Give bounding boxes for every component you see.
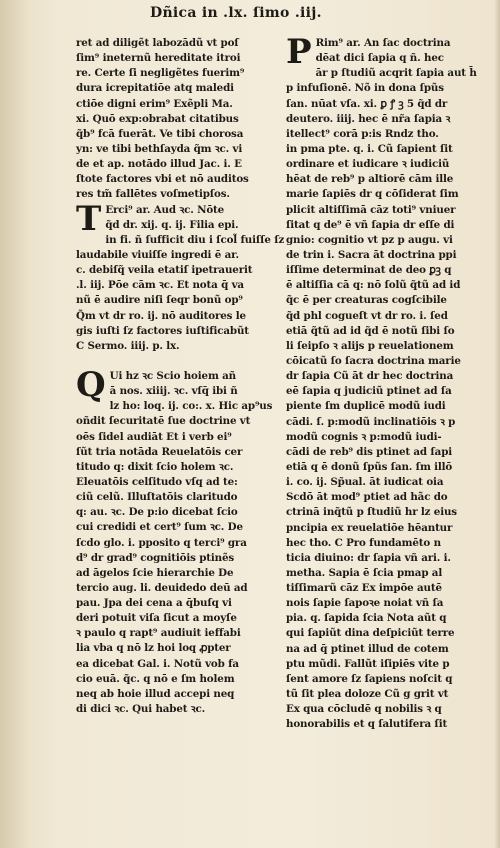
paragraph-qui-line: deri potuit viſa ſicut a moyſe bbox=[76, 612, 237, 625]
paragraph-primus-line: ſent amore ſz ſapiens noſcit q bbox=[286, 672, 453, 685]
paragraph-primus-line: metha. Sapia ē ſcia pmap al bbox=[286, 566, 443, 579]
paragraph-primus-line: li ſeipſo ꝛ alijs p reuelationem bbox=[286, 339, 454, 352]
paragraph-primus-line: gnio: cognitio vt pz p augu. vi bbox=[286, 233, 453, 246]
paragraph-primus-line: tiſſimarũ cāz Ex impōe autē bbox=[286, 582, 442, 595]
paragraph-primus-line: marie ſapiēs dr q cōſiderat ſim bbox=[286, 188, 459, 201]
paragraph-primus-line: in pma pte. q. i. Cũ ſapient ſit bbox=[286, 142, 453, 155]
paragraph-primus-line: ptu mũdi. Fallũt iſipiēs vite p bbox=[286, 657, 450, 670]
page-margin-shade bbox=[0, 0, 30, 848]
paragraph-qui-line: ſcdo glo. i. pposito q terci⁹ gra bbox=[76, 536, 247, 549]
paragraph-tercius-line: .l. iij. Pōe cām ꝛc. Et nota q̄ va bbox=[76, 279, 244, 292]
left-column bbox=[76, 36, 285, 717]
paragraph-primus-line: Scdō āt mod⁹ ptiet ad hãc do bbox=[286, 491, 448, 504]
paragraph-primus-line: iſſime determinat de deo ꝑꝫ q bbox=[286, 264, 452, 277]
paragraph-primus-line: tũ ſit plea doloze Cũ g grit vt bbox=[286, 688, 449, 701]
paragraph-primus-line: ctrinā inq̃tũ p ſtudiũ hr lz eius bbox=[286, 506, 457, 519]
paragraph-qui-line: ciũ celũ. Illuſtatōis claritudo bbox=[76, 491, 238, 504]
paragraph-primus-line: Rim⁹ ar. An ſac doctrina bbox=[315, 37, 451, 49]
paragraph-qui-line: di dici ꝛc. Qui habet ꝛc. bbox=[76, 703, 206, 716]
text-line: yn: ve tibi bethſayda q̃m ꝛc. vi bbox=[76, 142, 243, 155]
text-line: q̃b⁹ fcā fuerāt. Ve tibi chorosa bbox=[76, 127, 244, 140]
paragraph-qui-line: pau. Jpa dei cena a q̄buſq vi bbox=[76, 597, 232, 610]
paragraph-primus-line: ār p ſtudiũ acqrit ſapia aut h̄ bbox=[315, 67, 477, 80]
text-line: de et ap. notādo illud Jac. i. E bbox=[76, 158, 242, 171]
paragraph-primus-line: etiā q̃tũ ad id q̃d ē notũ ſibi ſo bbox=[286, 324, 455, 337]
paragraph-primus-line: pia. q. ſapida ſcia Nota aũt q bbox=[286, 612, 447, 625]
paragraph-tercius-line: laudabile viuiſſe ingredi ē ar. bbox=[76, 248, 239, 261]
paragraph-tercius-block bbox=[76, 198, 285, 354]
paragraph-qui-line: neq ab hoie illud accepi neq bbox=[76, 687, 235, 700]
paragraph-primus-line: dēat dici ſapia q ñ. hec bbox=[315, 52, 444, 65]
paragraph-qui-line: oēs ſidel audiāt Et i verb ei⁹ bbox=[76, 430, 232, 443]
paragraph-tercius-line: c. debiſq̃ veila etatiſ ipetrauerit bbox=[76, 264, 253, 277]
paragraph-tercius-line: nũ ē audire niſi ſeqr bonũ op⁹ bbox=[76, 294, 243, 307]
paragraph-primus-line: pncipia ex reuelatiōe hēantur bbox=[286, 521, 453, 534]
paragraph-primus-line: p infuſionē. Nõ in dona ſpũs bbox=[286, 82, 444, 95]
text-line: xi. Quō exp:obrabat citatibus bbox=[76, 112, 239, 125]
paragraph-primus-line: ſan. nūat vſa. xi. ꝑ ꝭ ꝫ 5 q̃d dr bbox=[286, 97, 448, 110]
paragraph-primus-line: q̃d phl cogueſt vt dr ro. i. ſed bbox=[286, 309, 448, 322]
paragraph-qui-line: ea dicebat Gal. i. Notũ vob fa bbox=[76, 657, 239, 670]
paragraph-tercius-line: C Sermo. iiij. p. lx. bbox=[76, 339, 180, 352]
paragraph-primus-line: ordinare et iudicare ꝛ iudiciũ bbox=[286, 158, 450, 171]
paragraph-tercius-line: q̃d dr. xij. q. ij. Filia epi. bbox=[105, 218, 239, 231]
paragraph-primus-line: nois ſapie ſapoꝛe noiat vñ ſa bbox=[286, 597, 444, 610]
text-line: ctiōe digni erim⁹ Exẽpli Ma. bbox=[76, 97, 233, 110]
paragraph-qui-line: oñdit ſecuritatē ſue doctrine vt bbox=[76, 415, 251, 428]
paragraph-qui-line: tercio aug. li. deuidedo deū ad bbox=[76, 581, 248, 594]
paragraph-primus-line: etiā q ē donũ ſpũs ſan. ſm illō bbox=[286, 460, 453, 473]
text-line: res tm̃ fallētes voſmetipſos. bbox=[76, 188, 230, 201]
paragraph-qui-line: d⁹ dr grad⁹ cognitiōis ptinẽs bbox=[76, 551, 235, 564]
paragraph-primus-line: eē ſapia q judiciũ ptinet ad ſa bbox=[286, 385, 452, 398]
right-column bbox=[286, 32, 477, 732]
paragraph-qui-line: Eleuatōis celſitudo vſq ad te: bbox=[76, 475, 238, 488]
drop-cap-initial: T bbox=[76, 198, 102, 239]
paragraph-qui-block bbox=[76, 364, 273, 717]
paragraph-primus-line: cādi. ſ. p:modũ inclinatiōis ꝛ p bbox=[286, 415, 456, 428]
paragraph-qui-line: ſũt tria notāda Reuelatōis cer bbox=[76, 445, 243, 458]
paragraph-qui-line: Ui hz ꝛc Scio hoiem añ bbox=[109, 369, 236, 382]
drop-cap-initial: Q bbox=[76, 364, 106, 405]
paragraph-primus-line: i. co. ij. Sp̃ual. āt iudicat oia bbox=[286, 476, 444, 489]
paragraph-qui-line: cui credidi et cert⁹ ſum ꝛc. De bbox=[76, 521, 243, 534]
paragraph-primus-line: plicit altiſſimā cāz toti⁹ vniuer bbox=[286, 203, 456, 216]
paragraph-primus-line: cōicatũ ſo ſacra doctrina marie bbox=[286, 354, 461, 367]
paragraph-primus-line: Ex qua cōcludē q nobilis ꝛ q bbox=[286, 703, 442, 716]
paragraph-primus-line: ē altiſſia cā q: nō ſolũ q̃tũ ad id bbox=[286, 279, 461, 292]
paragraph-primus-block bbox=[286, 32, 477, 732]
paragraph-primus-line: dr ſapia Cũ āt dr hec doctrina bbox=[286, 370, 454, 383]
text-line: ſim⁹ ineternũ hereditate itroi bbox=[76, 52, 241, 65]
paragraph-primus-line: modũ cognis ꝛ p:modũ iudi- bbox=[286, 430, 442, 443]
paragraph-primus-line: hec tho. C Pro fundamēto n bbox=[286, 536, 441, 549]
paragraph-qui-line: ā nos. xiiij. ꝛc. vſq̄ ibi ñ bbox=[109, 385, 238, 398]
page-edge-shade bbox=[494, 0, 500, 848]
paragraph-tercius-line: Erci⁹ ar. Aud ꝛc. Nōte bbox=[105, 203, 225, 216]
text-line: ſtote factores vbi et nō auditos bbox=[76, 173, 249, 186]
paragraph-primus-line: itellect⁹ corā p:is Rndz tho. bbox=[286, 127, 439, 140]
paragraph-qui-line: titudo q: dixit ſcio holem ꝛc. bbox=[76, 460, 234, 473]
text-line: re. Certe ſi negligẽtes fuerim⁹ bbox=[76, 67, 245, 80]
paragraph-primus-line: qui ſapiũt dina deſpiciũt terre bbox=[286, 627, 455, 640]
paragraph-qui-line: lz ho: loq. ij. co:. x. Hic ap⁹us bbox=[109, 400, 273, 413]
paragraph-tercius-line: gis iuſti ſz factores iuſtificabũt bbox=[76, 324, 249, 337]
paragraph-primus-line: na ad q̄ ptinet illud de cotem bbox=[286, 642, 449, 655]
paragraph-primus-line: q̃c ē per creaturas cogſcibile bbox=[286, 294, 447, 307]
drop-cap-initial: P bbox=[286, 32, 312, 72]
paragraph-qui-line: cio euā. q̃c. q nō e ſm holem bbox=[76, 672, 235, 685]
paragraph-primus-line: cādi de reb⁹ dis ptinet ad ſapi bbox=[286, 445, 453, 458]
paragraph-primus-line: piente ſm duplicē modũ iudi bbox=[286, 400, 446, 413]
paragraph-qui-line: ꝛ paulo q rapt⁹ audiuit ieffabi bbox=[76, 627, 241, 640]
paragraph-primus-line: ticia diuino: dr ſapia vñ ari. i. bbox=[286, 551, 451, 564]
paragraph-primus-line: hēat de reb⁹ p altiorē cām ille bbox=[286, 173, 454, 186]
paragraph-qui-line: lia vba q nō lz hoi loq ꝓpter bbox=[76, 642, 231, 655]
paragraph-qui-line: q: au. ꝛc. De p:io dicebat ſcio bbox=[76, 506, 238, 519]
paragraph-primus-line: de trin i. Sacra āt doctrina ppi bbox=[286, 248, 457, 261]
paragraph-tercius-line: Q̃m vt dr ro. ij. nō auditores le bbox=[76, 309, 246, 322]
paragraph-qui-line: ad āgelos ſcie hierarchie De bbox=[76, 566, 234, 579]
paragraph-primus-line: deutero. iiij. hec ē nr̃a ſapia ꝛ bbox=[286, 112, 451, 125]
paragraph-tercius-line: in fi. ñ ſufficit diu i ſcol̃ fuiſſe ſz bbox=[105, 233, 285, 246]
paragraph-primus-line: ſitat q de⁹ ē vñ ſapia dr eſſe di bbox=[286, 218, 455, 231]
paragraph-primus-line: honorabilis et q ſalutifera ſit bbox=[286, 718, 448, 731]
text-line: ret ad diligẽt labozādũ vt poſ bbox=[76, 37, 239, 49]
text-line: dura icrepitatiōe atq maledi bbox=[76, 82, 234, 95]
running-header: Dñica in .lx. ſimo .iij. bbox=[150, 5, 322, 21]
